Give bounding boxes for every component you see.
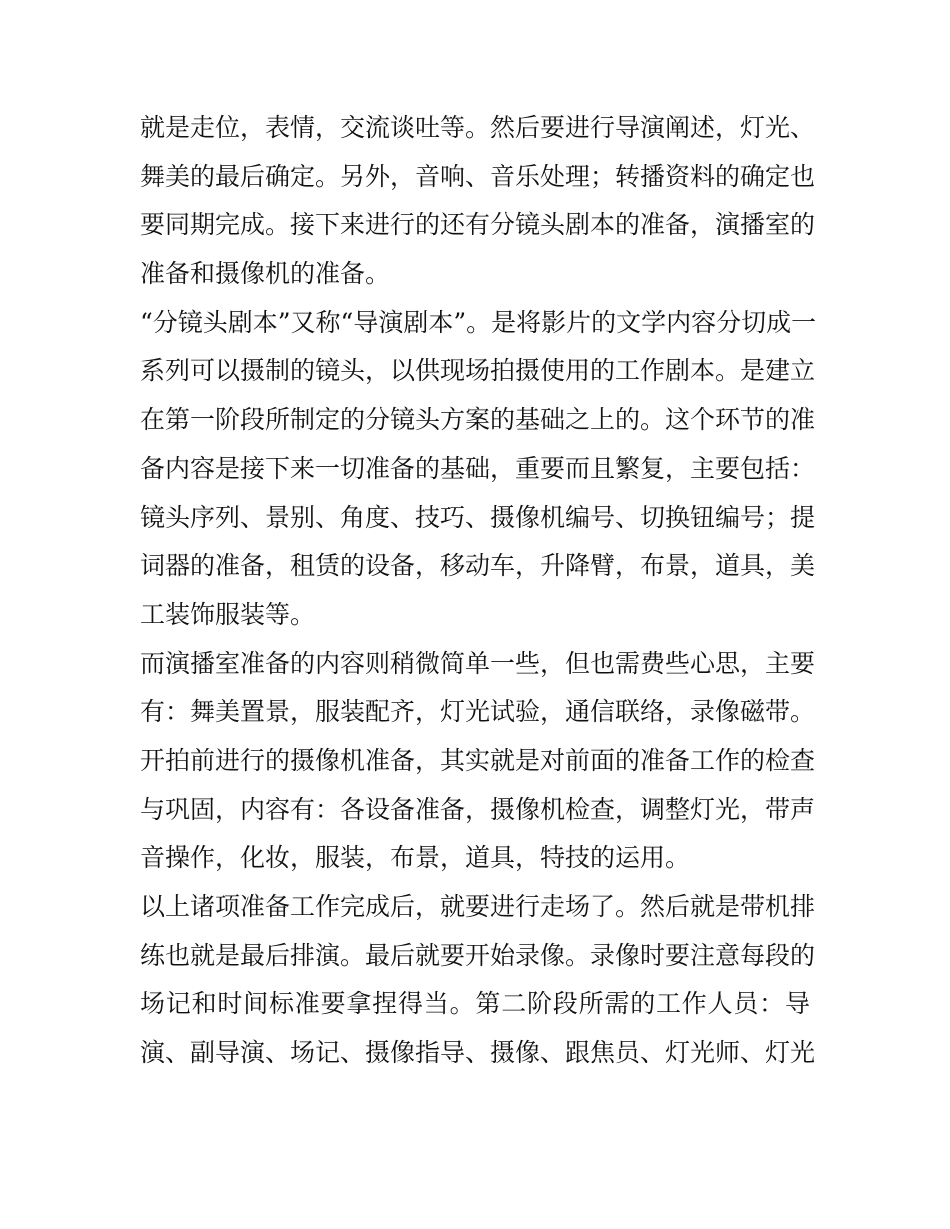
text-line-8: 备内容是接下来一切准备的基础，重要而且繁复，主要包括：: [140, 453, 816, 483]
text-line-20: 演、副导演、场记、摄像指导、摄像、跟焦员、灯光师、灯光: [140, 1038, 816, 1068]
text-line-5: “分镜头剧本”又称“导演剧本”。是将影片的文学内容分切成一: [140, 307, 817, 337]
text-line-17: 以上诸项准备工作完成后，就要进行走场了。然后就是带机排: [140, 892, 816, 921]
text-line-14: 开拍前进行的摄像机准备，其实就是对前面的准备工作的检查: [140, 745, 816, 775]
text-line-4: 准备和摄像机的准备。: [140, 259, 391, 289]
body-text: [140, 104, 817, 1078]
text-line-2: 舞美的最后确定。另外，音响、音乐处理；转播资料的确定也: [140, 161, 816, 191]
text-line-1: 就是走位，表情，交流谈吐等。然后要进行导演阐述，灯光、: [140, 113, 816, 142]
text-line-15: 与巩固，内容有：各设备准备，摄像机检查，调整灯光，带声: [140, 794, 816, 824]
text-line-9: 镜头序列、景别、角度、技巧、摄像机编号、切换钮编号；提: [140, 502, 816, 532]
text-line-11: 工装饰服装等。: [140, 599, 316, 629]
text-line-19: 场记和时间标准要拿捏得当。第二阶段所需的工作人员：导: [140, 989, 810, 1019]
text-line-6: 系列可以摄制的镜头，以供现场拍摄使用的工作剧本。是建立: [140, 356, 816, 386]
text-line-18: 练也就是最后排演。最后就要开始录像。录像时要注意每段的: [140, 940, 816, 970]
text-line-3: 要同期完成。接下来进行的还有分镜头剧本的准备，演播室的: [140, 210, 816, 240]
text-line-10: 词器的准备，租赁的设备，移动车，升降臂，布景，道具，美: [140, 551, 816, 581]
text-line-7: 在第一阶段所制定的分镜头方案的基础之上的。这个环节的准: [140, 405, 816, 435]
text-line-16: 音操作，化妆，服装，布景，道具，特技的运用。: [140, 843, 691, 873]
text-line-13: 有：舞美置景，服装配齐，灯光试验，通信联络，录像磁带。: [140, 697, 816, 727]
text-line-12: 而演播室准备的内容则稍微简单一些，但也需费些心思，主要: [140, 648, 816, 678]
